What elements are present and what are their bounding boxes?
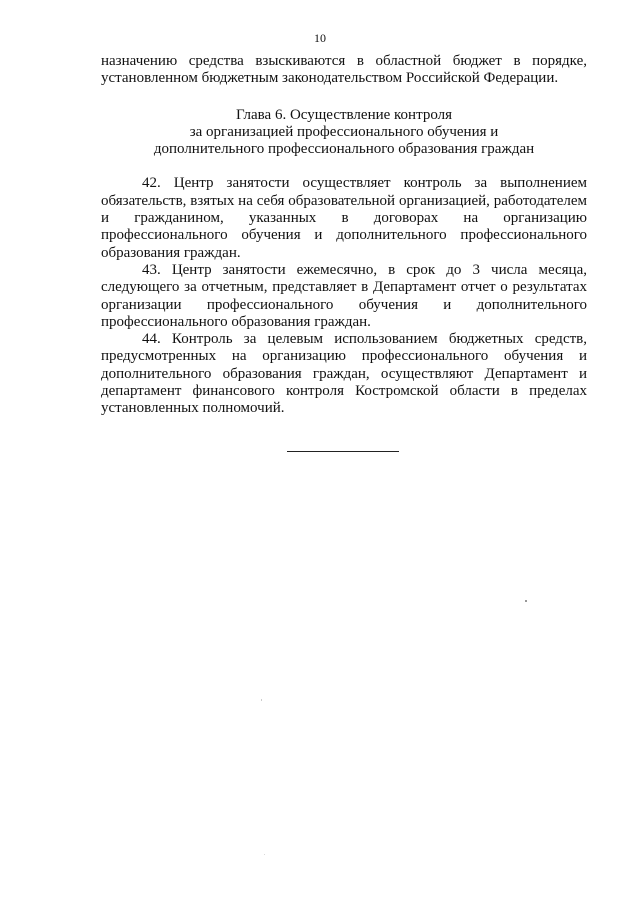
chapter-title-line-2: за организацией профессионального обучения и [189,123,499,140]
end-separator-line [287,451,399,452]
chapter-heading [101,107,587,159]
intro-paragraph: назначению средства взыскиваются в областной бюджет в порядке, установленном бюджетным законодательством Российской Федерации. [101,53,587,87]
chapter-title-line-1: Глава 6. Осуществление контроля [235,106,453,123]
paragraph-44: 44. Контроль за целевым использованием бюджетных средств, предусмотренных на организацию профессионального обучения и дополнительного образования граждан, осуществляют Департамент и департамент финансового контроля Костромской области в пределах установленных полномочий. [101,331,587,417]
chapter-title-line-3: дополнительного профессионального образования граждан [153,141,535,158]
scan-speck [264,854,265,855]
scan-speck [525,600,527,602]
paragraph-43: 43. Центр занятости ежемесячно, в срок до 3 числа месяца, следующего за отчетным, представляет в Департамент отчет о результатах организации профессионального обучения и дополнительного профессионального образования граждан. [101,261,587,330]
paragraph-42: 42. Центр занятости осуществляет контроль за выполнением обязательств, взятых на себя образовательной организацией, работодателем и гражданином, указанных в договорах на организацию профессионального обучения и дополнительного профессионального образования граждан. [101,175,587,261]
scan-speck [261,699,262,701]
page-number: 10 [314,31,326,45]
document-body [101,53,587,418]
